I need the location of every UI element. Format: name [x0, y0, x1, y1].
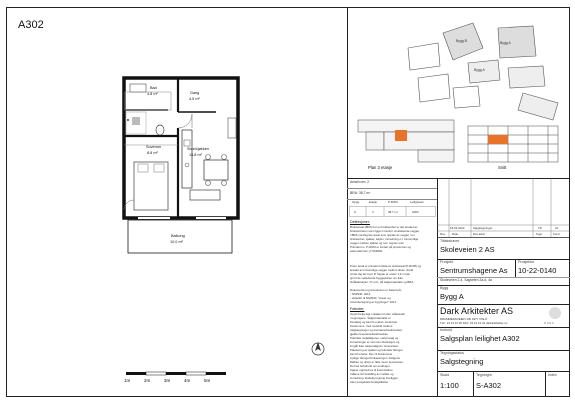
revision-header-rev: Rev.: [440, 232, 446, 236]
info-table-grid: [349, 199, 436, 217]
toilet: [156, 125, 164, 135]
room-hall-area: 4.5 m²: [189, 97, 200, 101]
project-label: Prosjekt: [440, 260, 453, 264]
drawing-status: Salgstegning: [440, 357, 484, 366]
room-bath-area: 4.8 m²: [147, 92, 158, 96]
room-hall-name: Gang: [190, 91, 200, 95]
project-name: Sentrumshagene As: [440, 266, 508, 275]
scale-label-3m: 3m: [164, 378, 171, 383]
revision-header-text: Rev.tekst: [473, 232, 485, 236]
keymap-building-a1: Bygg A: [500, 41, 511, 45]
client-name: Skoleveien 2 AS: [440, 245, 495, 254]
revision-date: 18.04.2022: [450, 226, 465, 230]
keymap-building-a2: Bygg A: [474, 68, 485, 72]
info-bra: BRA: 38,7 m²: [350, 191, 371, 195]
architect-mark: D A R K: [544, 321, 555, 325]
notes-title: Fotnoter:: [350, 307, 365, 311]
scale-label-1m: 1m: [124, 378, 131, 383]
scale-value: 1:100: [440, 381, 459, 390]
info-val-oppg: A: [354, 210, 356, 214]
dining-table: [204, 160, 228, 180]
architect-contact: TLF: 23 13 12 00 FAX: 23 13 12 01 darkarkitekter.no: [440, 321, 508, 325]
revision-header-drawn: Tegn: [536, 232, 543, 236]
architect-name: Dark Arkitekter AS: [440, 306, 514, 316]
info-val-prom: 38,7 m²: [388, 210, 398, 214]
drawing-status-label: Tegningsstatus: [440, 351, 464, 355]
key-map: [348, 8, 570, 178]
project-no: 10-22-0140: [518, 266, 557, 275]
room-bedroom-area: 8.8 m²: [147, 151, 158, 155]
room-balcony-name: Balkong: [171, 234, 185, 238]
architect-address: DRAMMENSVEIEN 130 0277 OSLO: [440, 317, 488, 321]
info-val-etasje: 3: [372, 210, 374, 214]
info-col-prom: P-ROM: [388, 200, 398, 204]
drawing-no-label: Tegningnr.: [476, 373, 493, 377]
scale-label-2m: 2m: [144, 378, 151, 383]
project-address: Skoleveien 2-4, Sagveien 2a-d, 4a: [440, 278, 492, 282]
content-title: Salgsplan leilighet A302: [440, 334, 520, 343]
shaft: [132, 117, 140, 125]
revision-text: Salgstegninger: [473, 226, 493, 230]
scale-label-4m: 4m: [184, 378, 191, 383]
room-balcony-area: 10.0 m²: [170, 240, 183, 244]
keymap-section-label: Snitt: [498, 165, 507, 170]
unit-highlight-section: [488, 135, 508, 144]
room-bath-name: Bad: [150, 86, 157, 90]
keymap-plan-label: Plan 3 etasje: [368, 165, 393, 170]
unit-highlight-plan: [395, 130, 407, 141]
drawing-no: S-A302: [476, 381, 502, 390]
info-rooms: Antall rom: 2: [350, 180, 370, 184]
info-val-leiligheten: A302: [412, 210, 419, 214]
content-label: Innhold: [440, 328, 452, 332]
bathtub: [130, 84, 146, 92]
info-col-leiligheten: Leiligheten: [410, 200, 424, 204]
kitchen-counter: [182, 130, 192, 188]
room-living-name: Stue/kjøkken: [187, 147, 209, 151]
architect-logo-icon: [549, 307, 561, 319]
revision-header-checked: Kontr.: [553, 232, 561, 236]
info-col-oppg: Oppg.: [352, 200, 360, 204]
room-living-area: 15.8 m²: [189, 153, 202, 157]
building-label: Bygg: [440, 286, 449, 290]
room-bedroom-name: Soverom: [146, 145, 162, 149]
scale-label-5m: 5m: [204, 378, 211, 383]
revision-header-date: Dato: [452, 232, 459, 236]
bed: [134, 162, 168, 210]
info-col-etasje: Etasje: [369, 200, 378, 204]
definitions-title: Definisjoner:: [350, 220, 370, 224]
revision-sign-checked: AJ: [555, 226, 559, 230]
sofa: [190, 190, 220, 200]
scale-bar: [126, 372, 226, 375]
revision-sign-drawn: TR: [538, 226, 542, 230]
index-label: Index: [548, 373, 557, 377]
client-label: Tiltakshaver: [440, 239, 460, 243]
scale-label: Skala: [440, 373, 449, 377]
keymap-building-b: Bygg B: [456, 39, 467, 43]
building-name: Bygg A: [440, 292, 464, 301]
sheet-code: A302: [18, 19, 44, 31]
project-no-label: Prosjektnr.: [518, 260, 535, 264]
